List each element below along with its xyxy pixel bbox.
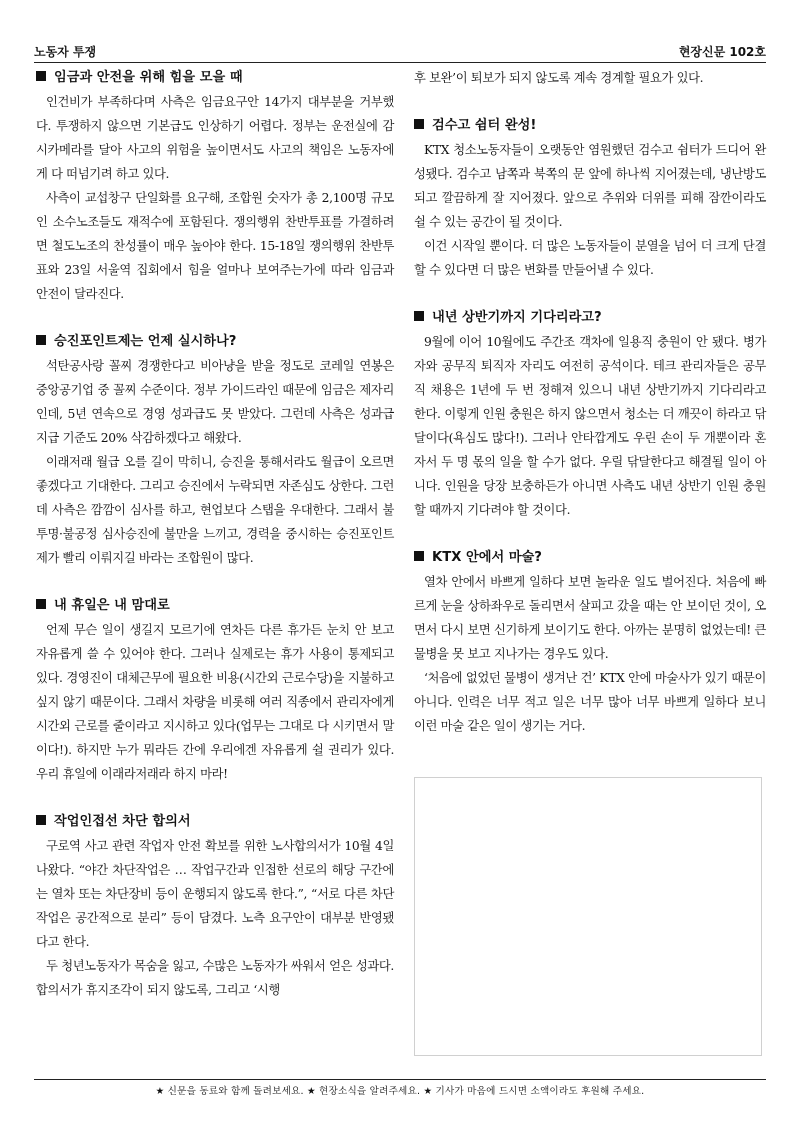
bullet-square-icon xyxy=(36,815,46,825)
bullet-square-icon xyxy=(36,71,46,81)
article-wages-safety xyxy=(36,66,394,306)
bullet-square-icon xyxy=(414,551,424,561)
article-paragraph: 석탄공사랑 꼴찌 경쟁한다고 비아냥을 받을 정도로 코레일 연봉은 중앙공기업 중 꼴찌 수준이다. 정부 가이드라인 때문에 임금은 제자리인데, 5년 연속으로 경영 성과급도 못 받았다. 그런데 사측은 성과급 지급 기준도 20% 삭감하겠다고 해왔다. xyxy=(36,359,394,445)
article-heading: 내 휴일은 내 맘대로 xyxy=(36,594,394,618)
article-paragraph: 언제 무슨 일이 생길지 모르기에 연차든 다른 휴가든 눈치 안 보고 자유롭게 쓸 수 있어야 한다. 그러나 실제로는 휴가 사용이 통제되고 있다. 경영진이 대체근무에 필요한 비용(시간외 근로수당)을 지불하고 싶지 않기 때문이다. 그래서 차량을 비롯해 여러 직종에서 관리자에게 시간외 근로를 줄이라고 지시하고 있다(업무는 그대로 다 시키면서 말이다!). 하지만 누가 뭐라든 간에 우리에겐 자유롭게 쉴 권리가 있다. 우리 휴일에 이래라저래라 하지 마라! xyxy=(36,623,394,781)
article-adjacent-line-agreement xyxy=(36,810,394,1002)
bullet-square-icon xyxy=(414,119,424,129)
article-paragraph: 열차 안에서 바쁘게 일하다 보면 놀라운 일도 벌어진다. 처음에 빠르게 눈을 상하좌우로 돌리면서 살피고 갔을 때는 안 보이던 것이, 오면서 다시 보면 신기하게 보이기도 한다. 아까는 분명히 없었는데! 큰 물병을 못 보고 지나가는 경우도 있다. xyxy=(414,575,766,661)
right-column xyxy=(414,66,766,738)
bullet-square-icon xyxy=(36,599,46,609)
section-label: 노동자 투쟁 xyxy=(34,45,97,59)
article-heading: KTX 안에서 마술? xyxy=(414,546,766,570)
article-paragraph: 9월에 이어 10월에도 주간조 객차에 일용직 충원이 안 됐다. 병가자와 공무직 퇴직자 자리도 여전히 공석이다. 테크 관리자들은 공무직 채용은 1년에 두 번 정해져 있으니 내년 상반기까지 기다리라고 한다. 이렇게 인원 충원은 하지 않으면서 청소는 더 깨끗이 하라고 닦달이다(욕심도 많다!). 그러나 안타깝게도 우린 손이 두 개뿐이라 혼자서 두 명 몫의 일을 할 수가 없다. 우릴 닦달한다고 해결될 일이 아니다. 인원을 당장 보충하든가 아니면 사측도 내년 상반기 인원 충원할 때까지 기다려야 할 것이다. xyxy=(414,335,766,517)
article-paragraph: 후 보완’이 퇴보가 되지 않도록 계속 경계할 필요가 있다. xyxy=(414,71,704,85)
article-ktx-magic xyxy=(414,546,766,738)
article-paragraph: 인건비가 부족하다며 사측은 임금요구안 14가지 대부분을 거부했다. 투쟁하지 않으면 기본급도 인상하기 어렵다. 정부는 운전실에 감시카메라를 달아 사고의 위험을 높이면서도 사고의 책임은 노동자에게 다 떠넘기려 하고 있다. xyxy=(36,95,394,181)
article-paragraph: ‘처음에 없었던 물병이 생겨난 건’ KTX 안에 마술사가 있기 때문이 아니다. 인력은 너무 적고 일은 너무 많아 너무 바쁘게 일하다 보니 이런 마술 같은 일이 생기는 거다. xyxy=(414,671,766,733)
article-holidays xyxy=(36,594,394,786)
article-rest-area xyxy=(414,114,766,282)
article-heading: 승진포인트제는 언제 실시하나? xyxy=(36,330,394,354)
page-header xyxy=(34,40,766,63)
article-paragraph: 사측이 교섭창구 단일화를 요구해, 조합원 숫자가 총 2,100명 규모인 소수노조들도 재적수에 포함된다. 쟁의행위 찬반투표를 가결하려면 철도노조의 찬성률이 매우 높아야 한다. 15-18일 쟁의행위 찬반투표와 23일 서울역 집회에서 힘을 얼마나 보여주는가에 따라 임금과 안전이 달라진다. xyxy=(36,191,394,301)
article-paragraph: 두 청년노동자가 목숨을 잃고, 수많은 노동자가 싸워서 얻은 성과다. 합의서가 휴지조각이 되지 않도록, 그리고 ‘시행 xyxy=(36,959,394,997)
article-paragraph: 구로역 사고 관련 작업자 안전 확보를 위한 노사합의서가 10월 4일 나왔다. “야간 차단작업은 … 작업구간과 인접한 선로의 해당 구간에는 열차 또는 차단장비 등이 운행되지 않도록 한다.”, “서로 다른 차단작업은 공간적으로 분리” 등이 담겼다. 노측 요구안이 대부분 반영됐다고 한다. xyxy=(36,839,394,949)
left-column xyxy=(36,66,394,1002)
footer-divider xyxy=(34,1079,766,1080)
article-continuation xyxy=(414,66,766,90)
bullet-square-icon xyxy=(36,335,46,345)
article-paragraph: 이건 시작일 뿐이다. 더 많은 노동자들이 분열을 넘어 더 크게 단결할 수 있다면 더 많은 변화를 만들어낼 수 있다. xyxy=(414,239,766,277)
article-heading: 임금과 안전을 위해 힘을 모을 때 xyxy=(36,66,394,90)
issue-label: 현장신문 102호 xyxy=(678,45,766,59)
page-footer: ★ 신문을 동료와 함께 돌려보세요. ★ 현장소식을 알려주세요. ★ 기사가 마음에 드시면 소액이라도 후원해 주세요. xyxy=(155,1086,645,1097)
article-paragraph: KTX 청소노동자들이 오랫동안 염원했던 검수고 쉼터가 드디어 완성됐다. 검수고 남쪽과 북쪽의 문 앞에 하나씩 지어졌는데, 냉난방도 되고 깔끔하게 잘 지어졌다. 앞으로 추위와 더위를 피해 잠깐이라도 쉴 수 있는 공간이 될 것이다. xyxy=(414,143,766,229)
article-promotion-points xyxy=(36,330,394,570)
article-heading: 검수고 쉼터 완성! xyxy=(414,114,766,138)
article-heading: 작업인접선 차단 합의서 xyxy=(36,810,394,834)
article-paragraph: 이래저래 월급 오를 길이 막히니, 승진을 통해서라도 월급이 오르면 좋겠다고 기대한다. 그리고 승진에서 누락되면 자존심도 상한다. 그런데 사측은 깜깜이 심사를 하고, 현업보다 스탭을 우대한다. 그래서 불투명·불공정 심사승진에 불만을 느끼고, 경력을 중시하는 승진포인트제가 빨리 이뤄지길 바라는 조합원이 많다. xyxy=(36,455,394,565)
bullet-square-icon xyxy=(414,311,424,321)
article-heading: 내년 상반기까지 기다리라고? xyxy=(414,306,766,330)
article-staffing xyxy=(414,306,766,522)
image-placeholder xyxy=(414,777,762,1056)
